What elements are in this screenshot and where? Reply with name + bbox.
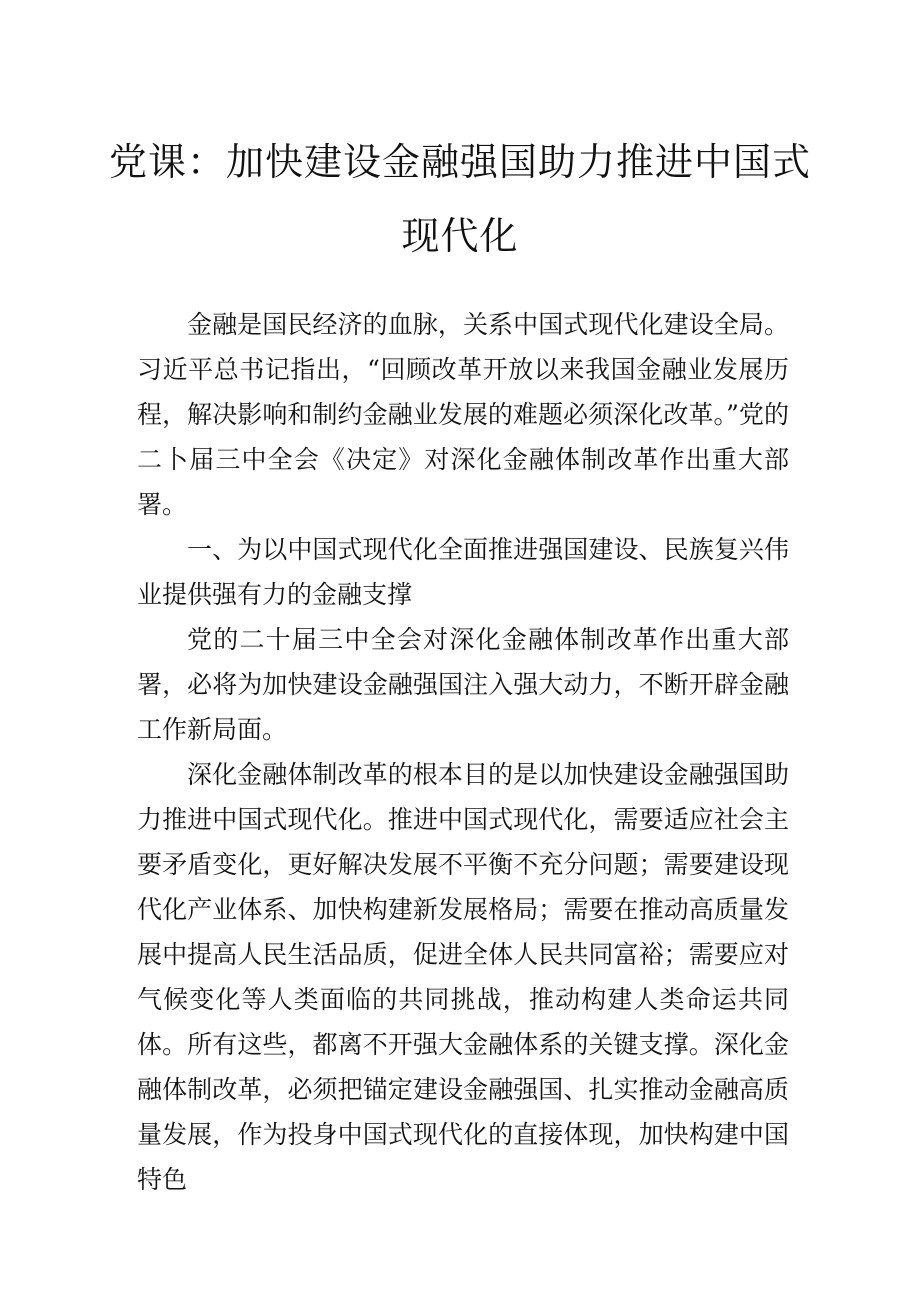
document-body (137, 302, 789, 1202)
paragraph-deployment: 党的二十届三中全会对深化金融体制改革作出重大部署，必将为加快建设金融强国注入强大动力，不断开辟金融工作新局面。 (137, 625, 789, 744)
document-title-line-1: 党课：加快建设金融强国助力推进中国式 (108, 140, 811, 184)
document-title-line-2: 现代化 (401, 214, 519, 258)
section-heading-1: 一、为以中国式现代化全面推进强国建设、民族复兴伟业提供强有力的金融支撑 (137, 535, 789, 609)
paragraph-intro: 金融是国民经济的血脉，关系中国式现代化建设全局。习近平总书记指出，“回顾改革开放以来我国金融业发展历程，解决影响和制约金融业发展的难题必须深化改革。”党的二卜届三中全会《决定》对深化金融体制改革作出重大部署。 (137, 310, 789, 519)
paragraph-purpose: 深化金融体制改革的根本目的是以加快建设金融强国助力推进中国式现代化。推进中国式现代化，需要适应社会主要矛盾变化，更好解决发展不平衡不充分问题；需要建设现代化产业体系、加快构建新发展格局；需要在推动高质量发展中提高人民生活品质，促进全体人民共同富裕；需要应对气候变化等人类面临的共同挑战，推动构建人类命运共同体。所有这些，都离不开强大金融体系的关键支撑。深化金融体制改革，必须把锚定建设金融强国、扎实推动金融高质量发展，作为投身中国式现代化的直接体现，加快构建中国特色 (137, 760, 789, 1194)
